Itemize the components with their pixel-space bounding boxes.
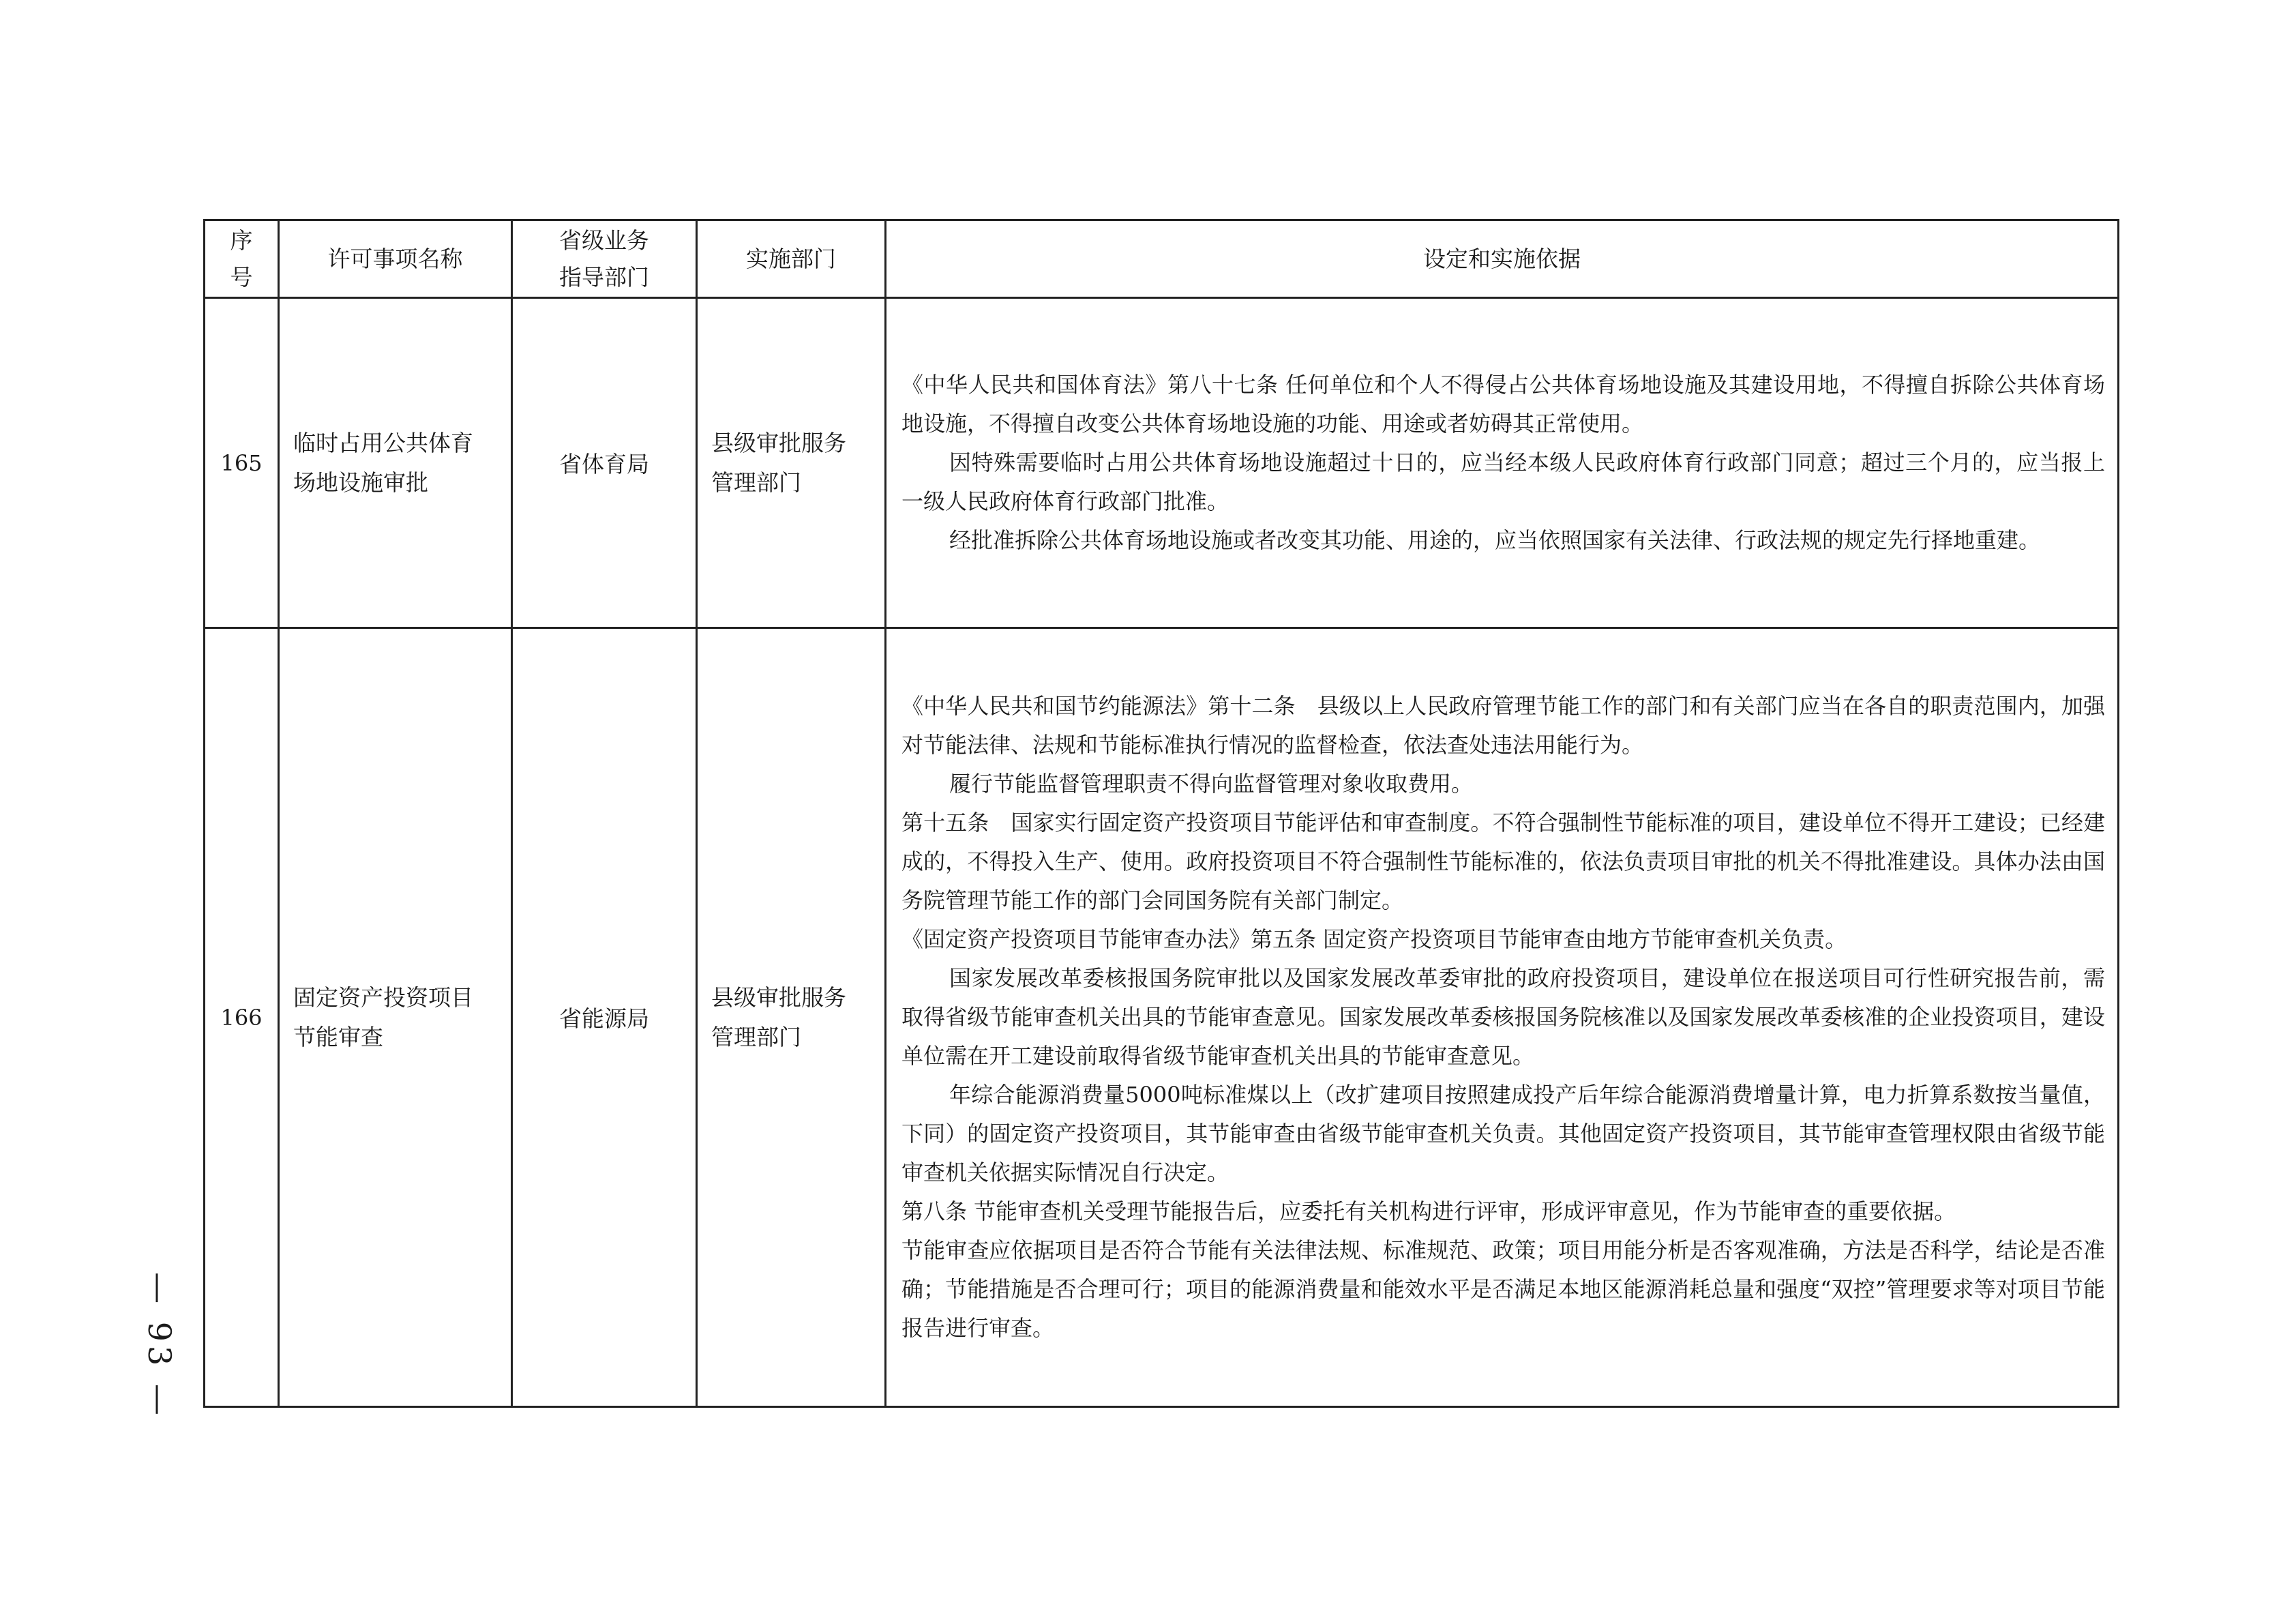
row-name-line: 临时占用公共体育 [293, 429, 473, 456]
row-seq: 166 [205, 628, 279, 1407]
row-basis [886, 298, 2119, 628]
header-provincial-line-2: 指导部门 [559, 263, 649, 291]
row-name [279, 628, 512, 1407]
row-implementing [697, 298, 886, 628]
header-seq [205, 220, 279, 298]
row-name-line: 节能审查 [293, 1023, 383, 1050]
basis-paragraph: 第十五条 国家实行固定资产投资项目节能评估和审查制度。不符合强制性节能标准的项目，建设单位不得开工建设；已经建成的，不得投入生产、使用。政府投资项目不符合强制性节能标准的，依法负责项目审批的机关不得批准建设。具体办法由国务院管理节能工作的部门会同国务院有关部门制定。 [901, 810, 2105, 913]
row-provincial: 省能源局 [512, 628, 697, 1407]
header-basis: 设定和实施依据 [886, 220, 2119, 298]
basis-paragraph: 《中华人民共和国节约能源法》第十二条 县级以上人民政府管理节能工作的部门和有关部门应当在各自的职责范围内，加强对节能法律、法规和节能标准执行情况的监督检查，依法查处违法用能行为。 [901, 693, 2105, 758]
header-provincial-line-1: 省级业务 [559, 226, 649, 254]
basis-paragraph: 第八条 节能审查机关受理节能报告后，应委托有关机构进行评审，形成评审意见，作为节能审查的重要依据。 [901, 1198, 1956, 1224]
basis-paragraph: 国家发展改革委核报国务院审批以及国家发展改革委审批的政府投资项目，建设单位在报送项目可行性研究报告前，需取得省级节能审查机关出具的节能审查意见。国家发展改革委核报国务院核准以及国家发展改革委核准的企业投资项目，建设单位需在开工建设前取得省级节能审查机关出具的节能审查意见。 [901, 965, 2105, 1069]
page-number [132, 1254, 187, 1438]
basis-paragraph: 履行节能监督管理职责不得向监督管理对象收取费用。 [949, 771, 1474, 797]
row-implementing-line: 管理部门 [711, 469, 801, 496]
basis-paragraph: 年综合能源消费量5000吨标准煤以上（改扩建项目按照建成投产后年综合能源消费增量计算，电力折算系数按当量值，下同）的固定资产投资项目，其节能审查由省级节能审查机关负责。其他固定资产投资项目，其节能审查管理权限由省级节能审查机关依据实际情况自行决定。 [901, 1082, 2105, 1185]
header-name: 许可事项名称 [279, 220, 512, 298]
header-provincial [512, 220, 697, 298]
header-seq-line-1: 序 [230, 226, 253, 254]
table-row [205, 298, 2119, 628]
page-number-text: — 93 — [141, 1272, 178, 1419]
row-implementing-line: 管理部门 [711, 1023, 801, 1050]
row-implementing-line: 县级审批服务 [711, 984, 846, 1011]
row-name [279, 298, 512, 628]
row-implementing [697, 628, 886, 1407]
table-row [205, 628, 2119, 1407]
basis-paragraph: 节能审查应依据项目是否符合节能有关法律法规、标准规范、政策；项目用能分析是否客观准确，方法是否科学，结论是否准确；节能措施是否合理可行；项目的能源消费量和能效水平是否满足本地区能源消耗总量和强度“双控”管理要求等对项目节能报告进行审查。 [901, 1237, 2105, 1341]
table-header-row [205, 220, 2119, 298]
row-basis [886, 628, 2119, 1407]
basis-paragraph: 《中华人民共和国体育法》第八十七条 任何单位和个人不得侵占公共体育场地设施及其建设用地，不得擅自拆除公共体育场地设施，不得擅自改变公共体育场地设施的功能、用途或者妨碍其正常使用。 [901, 372, 2105, 437]
row-seq: 165 [205, 298, 279, 628]
row-provincial: 省体育局 [512, 298, 697, 628]
basis-paragraph: 《固定资产投资项目节能审查办法》第五条 固定资产投资项目节能审查由地方节能审查机关负责。 [901, 926, 1847, 952]
row-implementing-line: 县级审批服务 [711, 429, 846, 456]
row-name-line: 固定资产投资项目 [293, 984, 473, 1011]
header-seq-line-2: 号 [230, 263, 253, 291]
basis-paragraph: 经批准拆除公共体育场地设施或者改变其功能、用途的，应当依照国家有关法律、行政法规的规定先行择地重建。 [949, 527, 2041, 553]
header-implementing: 实施部门 [697, 220, 886, 298]
permit-table [203, 219, 2119, 1408]
basis-paragraph: 因特殊需要临时占用公共体育场地设施超过十日的，应当经本级人民政府体育行政部门同意；超过三个月的，应当报上一级人民政府体育行政部门批准。 [901, 449, 2105, 514]
row-name-line: 场地设施审批 [293, 469, 428, 496]
